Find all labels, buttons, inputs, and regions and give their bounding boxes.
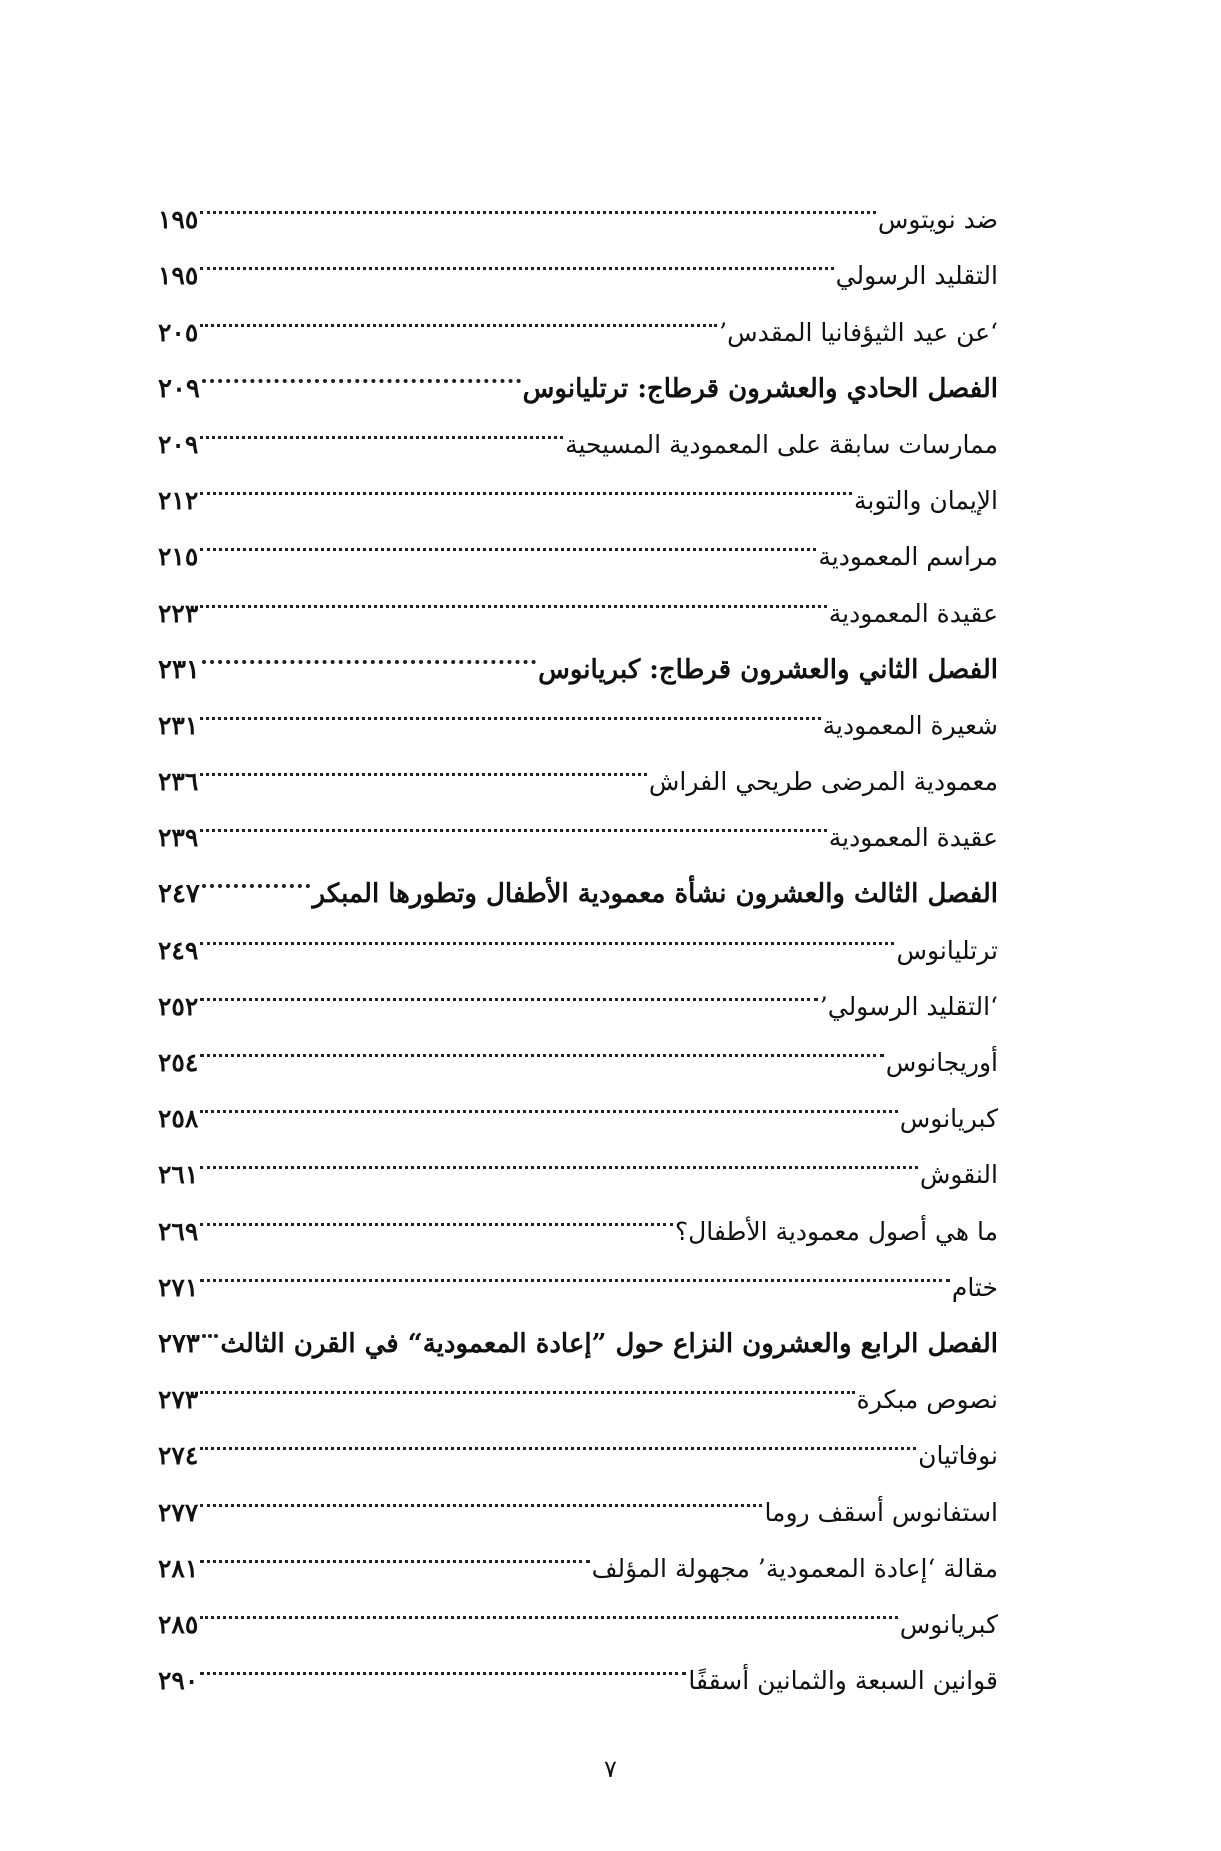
toc-entry-page: ٢٧٤ — [158, 1441, 199, 1471]
toc-entry-title: ختام — [951, 1272, 998, 1302]
toc-entry-page: ٢٦٩ — [158, 1216, 199, 1246]
toc-entry-title: ممارسات سابقة على المعمودية المسيحية — [565, 429, 998, 459]
toc-entry-page: ٢٠٩ — [158, 373, 200, 404]
toc-entry — [158, 1577, 998, 1639]
toc-entry-page: ٢٧٣ — [158, 1328, 200, 1359]
toc-entry — [158, 959, 998, 1021]
toc-entry — [158, 1464, 998, 1527]
dot-leader — [200, 565, 826, 621]
dot-leader — [200, 1071, 897, 1127]
dot-leader — [200, 1183, 673, 1239]
dot-leader — [200, 1521, 589, 1577]
toc-entry-title: ضد نويتوس — [877, 205, 998, 235]
toc-entry-page: ٢٧٧ — [158, 1497, 199, 1527]
toc-entry — [158, 1127, 998, 1190]
toc-entry-page: ١٩٥ — [158, 205, 199, 235]
toc-entry-title: الفصل الثاني والعشرون قرطاج: كبريانوس — [538, 654, 998, 685]
dot-leader — [200, 790, 826, 846]
dot-leader — [200, 509, 816, 565]
toc-entry — [158, 1071, 998, 1134]
dot-leader — [200, 172, 876, 228]
toc-entry-page: ٢٥٨ — [158, 1104, 199, 1134]
dot-leader — [200, 1408, 916, 1464]
dot-leader — [200, 284, 717, 340]
toc-entry-title: شعيرة المعمودية — [822, 710, 998, 740]
toc-entry-title: مراسم المعمودية — [818, 542, 998, 572]
toc-entry-title: الإيمان والتوبة — [854, 486, 998, 516]
toc-entry-title: ‘التقليد الرسولي’ — [819, 991, 998, 1021]
toc-entry-page: ٢٣٩ — [158, 823, 199, 853]
toc-entry-title: نوفاتيان — [918, 1441, 998, 1471]
toc-entry — [158, 1633, 998, 1696]
dot-leader — [200, 228, 833, 284]
dot-leader — [200, 902, 894, 958]
toc-entry-page: ٢٤٩ — [158, 935, 199, 965]
dot-leader — [200, 1240, 950, 1296]
toc-entry-page: ١٩٥ — [158, 261, 199, 291]
toc-entry-title: عقيدة المعمودية — [828, 598, 998, 628]
dot-leader — [202, 622, 536, 678]
dot-leader — [200, 1633, 686, 1689]
toc-chapter-entry — [158, 1296, 998, 1359]
dot-leader — [200, 678, 820, 734]
toc-entry-title: استفانوس أسقف روما — [764, 1497, 998, 1527]
toc-entry-title: النقوش — [919, 1160, 998, 1190]
toc-entry-title: ‘عن عيد الثيؤفانيا المقدس’ — [719, 317, 998, 347]
dot-leader — [202, 1296, 218, 1352]
dot-leader — [200, 1577, 897, 1633]
toc-entry-title: نصوص مبكرة — [856, 1385, 998, 1415]
toc-entry-page: ٢١٥ — [158, 542, 199, 572]
dot-leader — [202, 341, 521, 397]
toc-entry-title: كبريانوس — [899, 1104, 998, 1134]
toc-entry-title: قوانين السبعة والثمانين أسقفًا — [688, 1666, 998, 1696]
toc-entry-page: ٢٤٧ — [158, 879, 200, 910]
toc-entry — [158, 228, 998, 291]
toc-entry-title: التقليد الرسولي — [835, 261, 998, 291]
toc-entry-title: ترتليانوس — [896, 935, 998, 965]
toc-entry-page: ٢٨٥ — [158, 1609, 199, 1639]
dot-leader — [200, 1352, 854, 1408]
toc-entry-page: ٢١٢ — [158, 486, 199, 516]
dot-leader — [202, 846, 311, 902]
toc-entry-page: ٢٠٥ — [158, 317, 199, 347]
toc-entry-page: ٢٣٦ — [158, 767, 199, 797]
toc-entry-page: ٢٠٩ — [158, 429, 199, 459]
dot-leader — [200, 734, 647, 790]
toc-entry — [158, 1015, 998, 1077]
dot-leader — [200, 453, 852, 509]
toc-entry — [158, 1408, 998, 1471]
toc-entry-page: ٢٧١ — [158, 1272, 199, 1302]
toc-entry-page: ٢٢٣ — [158, 598, 199, 628]
toc-entry-page: ٢٨١ — [158, 1553, 199, 1583]
toc-entry-page: ٢٥٢ — [158, 991, 199, 1021]
toc-entry-title: عقيدة المعمودية — [828, 823, 998, 853]
toc-entry-page: ٢٣١ — [158, 710, 199, 740]
toc-entry-page: ٢٥٤ — [158, 1048, 199, 1077]
toc-entry-title: أوريجانوس — [885, 1048, 998, 1077]
toc-entry — [158, 172, 998, 235]
toc-entry-title: الفصل الحادي والعشرون قرطاج: ترتليانوس — [522, 373, 998, 404]
toc-entry-title: ما هي أصول معمودية الأطفال؟ — [674, 1216, 998, 1246]
dot-leader — [200, 959, 817, 1015]
dot-leader — [200, 397, 563, 453]
dot-leader — [200, 1464, 762, 1520]
toc-entry-title: مقالة ‘إعادة المعمودية’ مجهولة المؤلف — [591, 1553, 998, 1583]
dot-leader — [200, 1015, 884, 1071]
toc-entry-page: ٢٣١ — [158, 654, 200, 685]
toc-entry — [158, 1240, 998, 1302]
toc-entry-page: ٢٩٠ — [158, 1666, 199, 1696]
toc-entry — [158, 902, 998, 965]
toc-entry-page: ٢٧٣ — [158, 1385, 199, 1415]
toc-entry-page: ٢٦١ — [158, 1160, 199, 1190]
toc-entry-title: معمودية المرضى طريحي الفراش — [648, 767, 998, 797]
toc-entry — [158, 1183, 998, 1246]
toc-entry-title: الفصل الثالث والعشرون نشأة معمودية الأطفال وتطورها المبكر — [312, 879, 998, 910]
table-of-contents — [158, 172, 998, 1696]
toc-entry-title: كبريانوس — [899, 1609, 998, 1639]
toc-entry-title: الفصل الرابع والعشرون النزاع حول ”إعادة المعمودية“ في القرن الثالث — [220, 1328, 998, 1359]
dot-leader — [200, 1127, 918, 1183]
page-number: ٧ — [604, 1755, 617, 1783]
